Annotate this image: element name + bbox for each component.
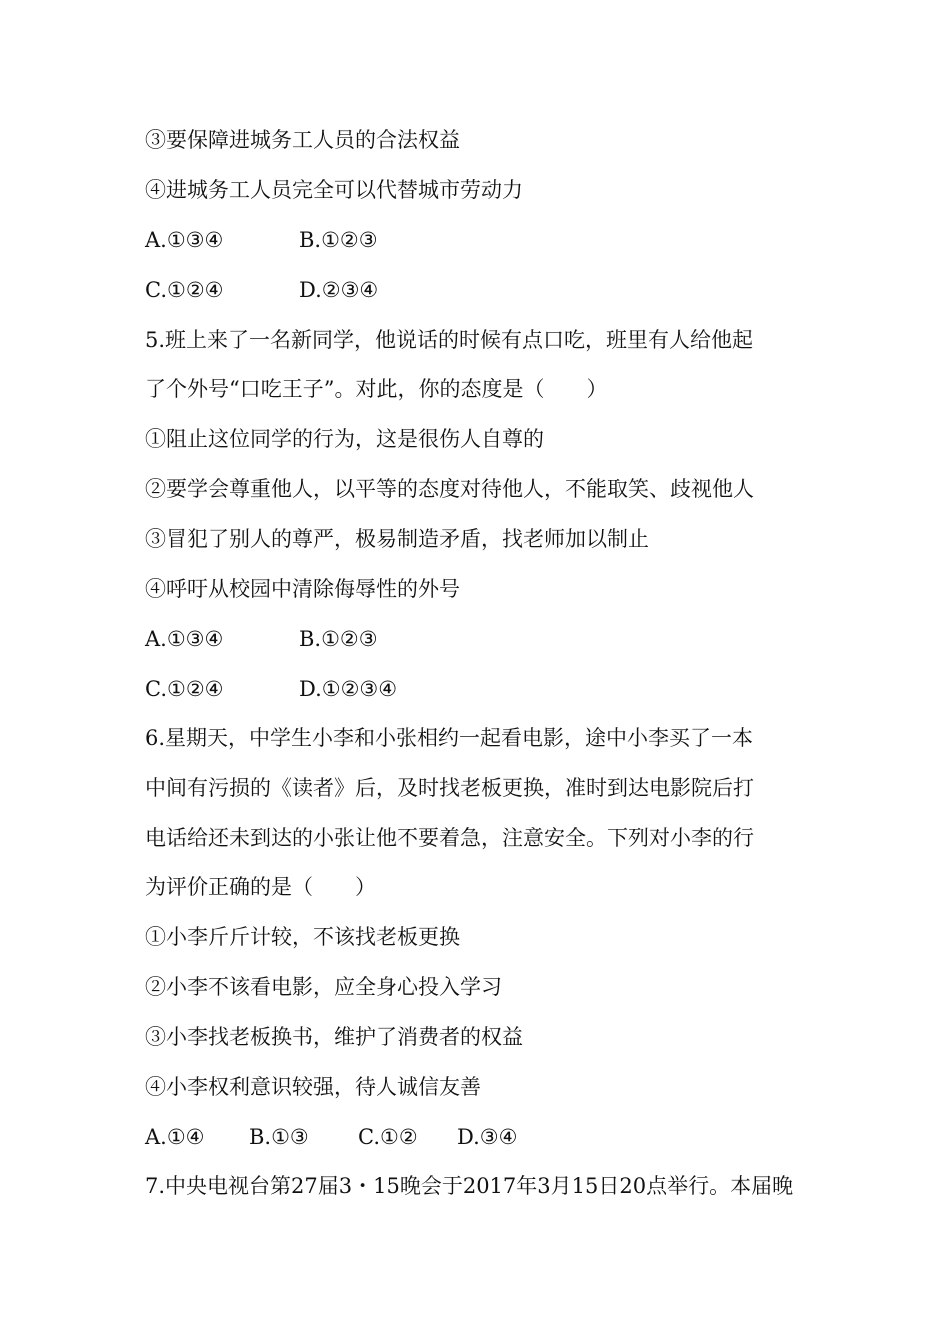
q6-stem-line-1: 6.星期天，中学生小李和小张相约一起看电影，途中小李买了一本 [145, 726, 754, 750]
q7-stem-line-1: 7.中央电视台第27届3・15晚会于2017年3月15日20点举行。本届晚 [145, 1174, 794, 1198]
q4-options-row-1 [145, 227, 378, 253]
q5-statement-3: ③冒犯了别人的尊严，极易制造矛盾，找老师加以制止 [145, 527, 649, 551]
q5-statement-2: ②要学会尊重他人，以平等的态度对待他人，不能取笑、歧视他人 [145, 477, 754, 501]
option-b: B.①③ [249, 1125, 309, 1149]
option-c: C.①②④ [145, 278, 224, 302]
option-a: A.①③④ [145, 627, 224, 651]
q6-statement-1: ①小李斤斤计较，不该找老板更换 [145, 925, 460, 949]
option-a: A.①③④ [145, 228, 224, 252]
q6-options-row [145, 1124, 517, 1150]
q5-statement-1: ①阻止这位同学的行为，这是很伤人自尊的 [145, 427, 544, 451]
statement-3: ③要保障进城务工人员的合法权益 [145, 128, 460, 152]
option-d: D.③④ [457, 1125, 518, 1149]
option-c: C.①② [358, 1125, 418, 1149]
q5-stem-line-2: 了个外号“口吃王子”。对此，你的态度是（ ） [145, 377, 608, 401]
q5-options-row-2 [145, 676, 397, 702]
q6-stem-line-2: 中间有污损的《读者》后，及时找老板更换，准时到达电影院后打 [145, 776, 754, 800]
option-d: D.②③④ [299, 278, 379, 302]
q6-stem-line-3: 电话给还未到达的小张让他不要着急，注意安全。下列对小李的行 [145, 826, 754, 850]
option-b: B.①②③ [299, 228, 378, 252]
q6-statement-4: ④小李权利意识较强，待人诚信友善 [145, 1075, 481, 1099]
option-c: C.①②④ [145, 677, 224, 701]
q6-statement-3: ③小李找老板换书，维护了消费者的权益 [145, 1025, 523, 1049]
option-d: D.①②③④ [299, 677, 398, 701]
statement-4: ④进城务工人员完全可以代替城市劳动力 [145, 178, 523, 202]
q5-statement-4: ④呼吁从校园中清除侮辱性的外号 [145, 577, 460, 601]
q5-stem-line-1: 5.班上来了一名新同学，他说话的时候有点口吃，班里有人给他起 [145, 328, 754, 352]
q5-options-row-1 [145, 626, 378, 652]
q6-statement-2: ②小李不该看电影，应全身心投入学习 [145, 975, 502, 999]
q6-stem-line-4: 为评价正确的是（ ） [145, 875, 376, 899]
option-b: B.①②③ [299, 627, 378, 651]
option-a: A.①④ [145, 1125, 205, 1149]
q4-options-row-2 [145, 277, 378, 303]
